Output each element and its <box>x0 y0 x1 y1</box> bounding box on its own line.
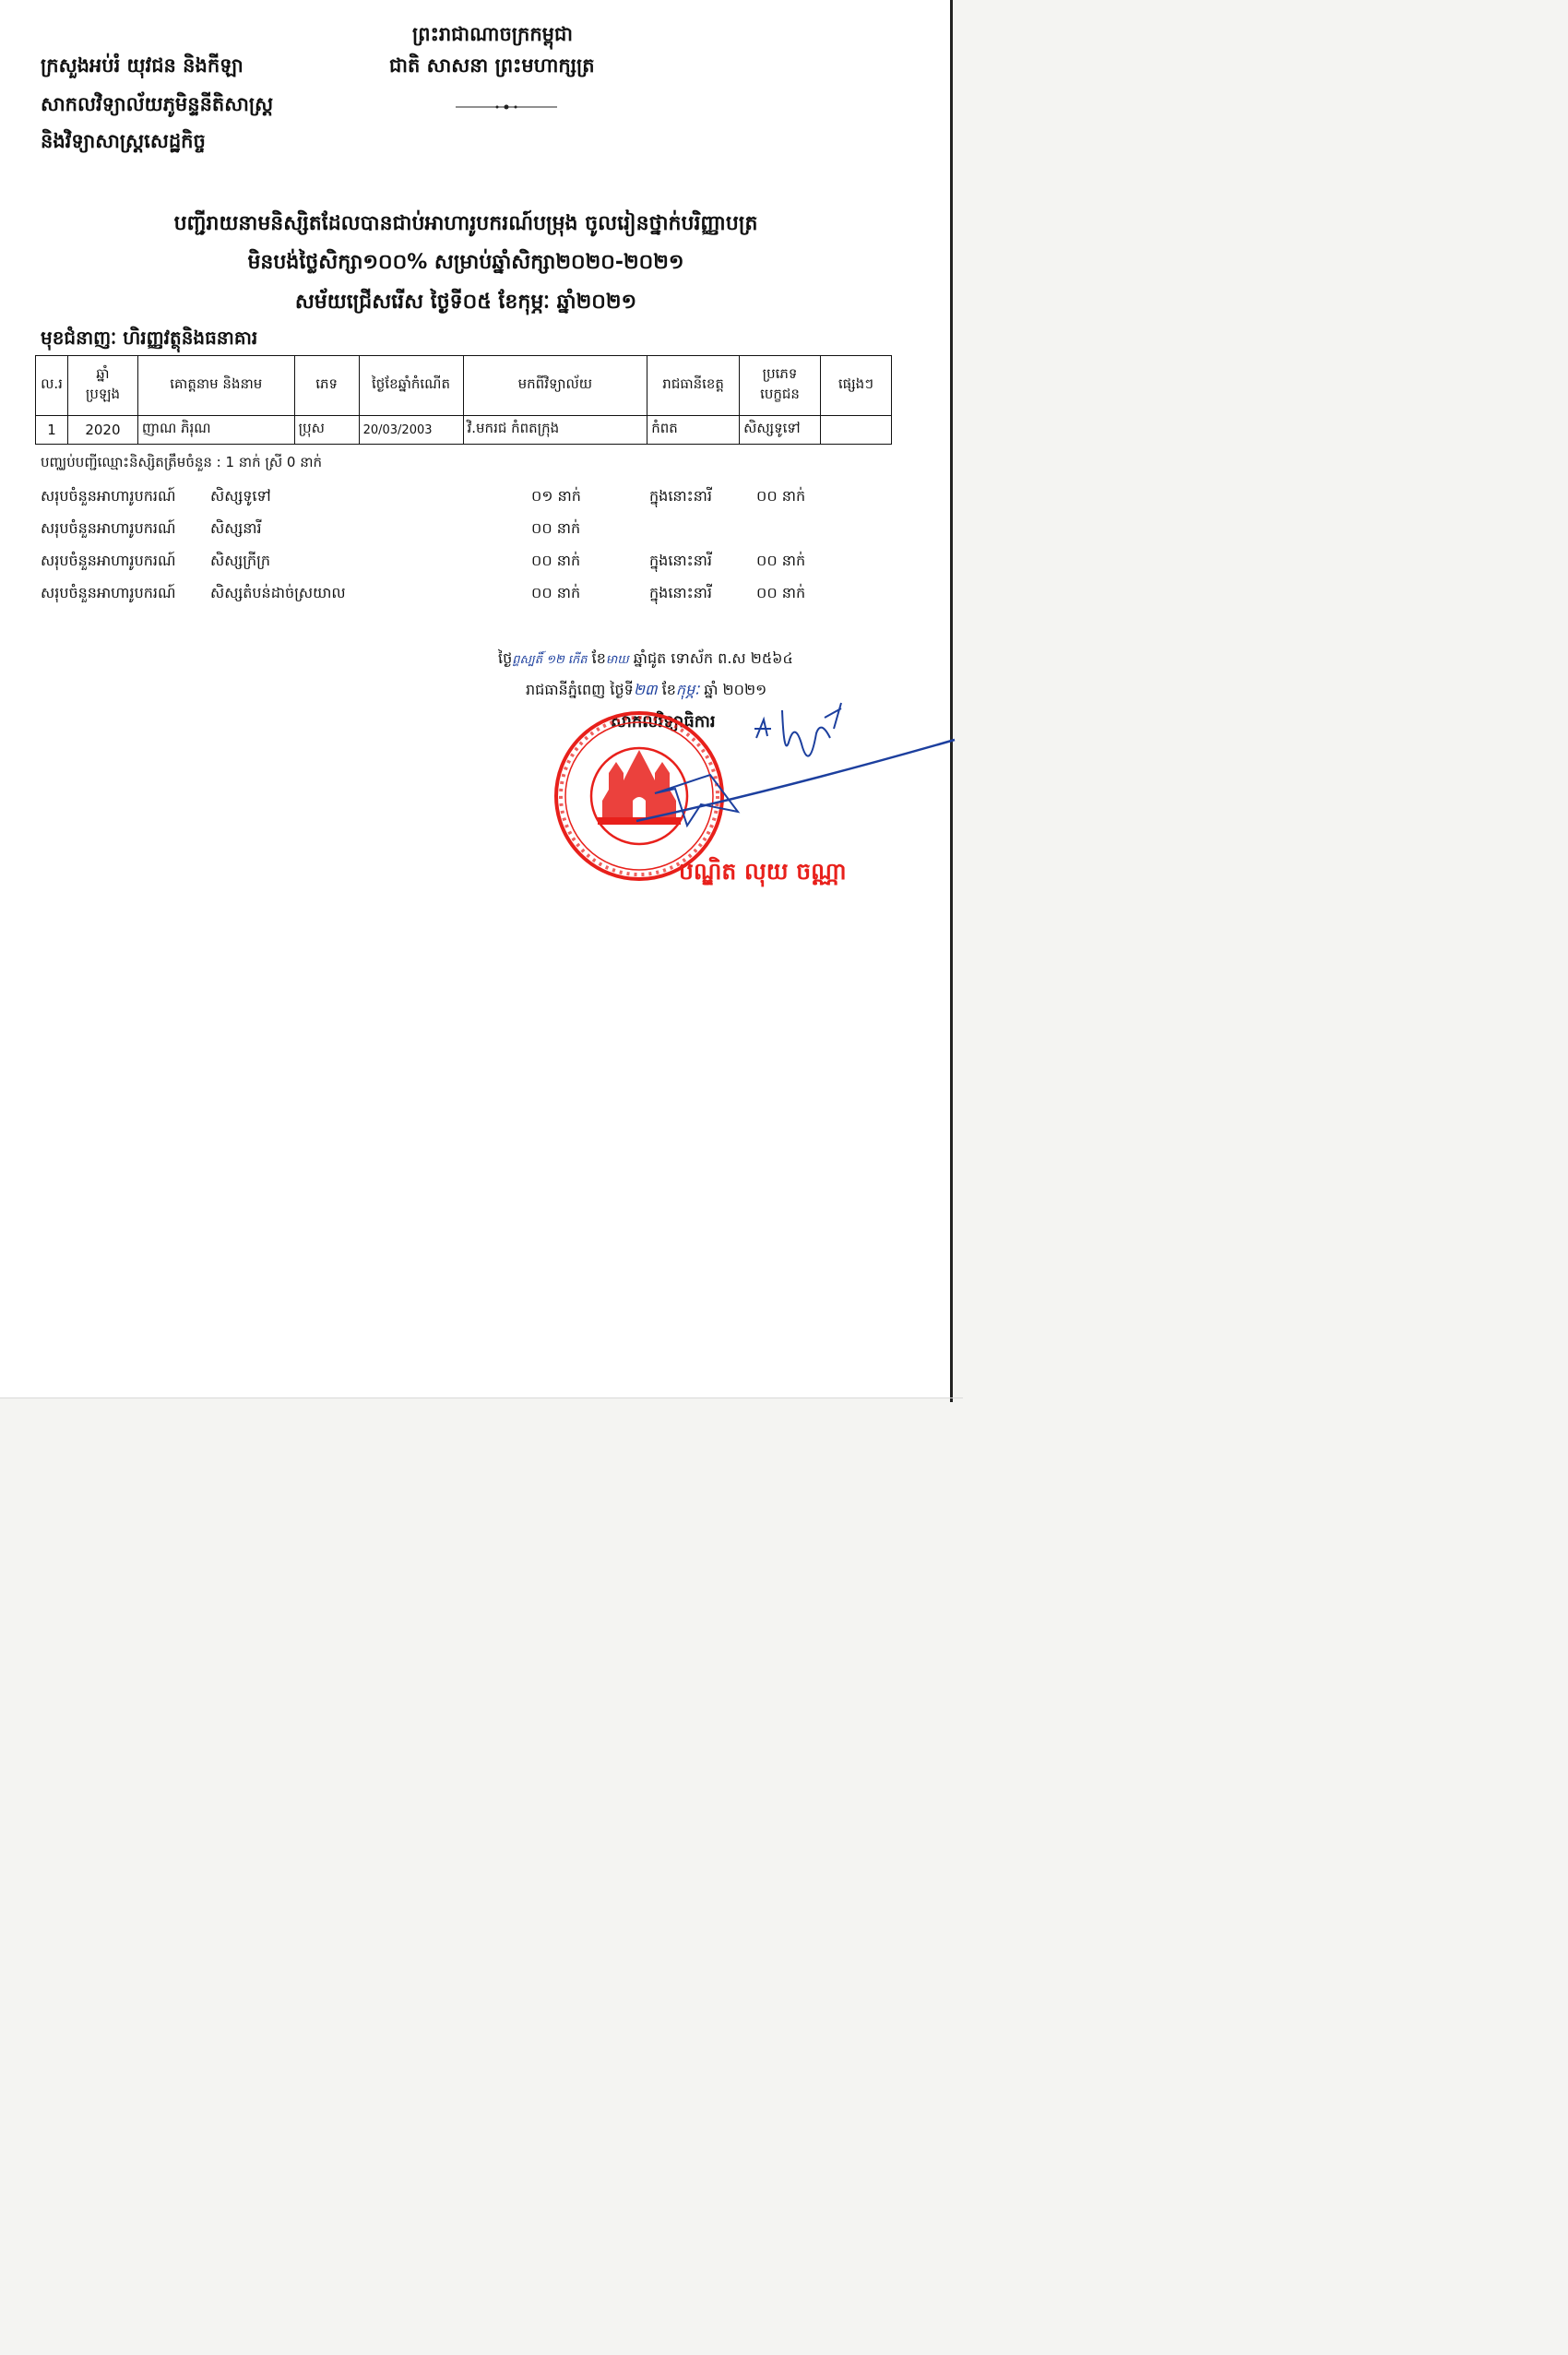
document-title-line3: សម័យជ្រើសរើស ថ្ងៃទី០៥ ខែកុម្ភៈ ឆ្នាំ២០២១ <box>294 291 637 314</box>
university-name-line2: និងវិទ្យាសាស្ត្រសេដ្ឋកិច្ច <box>41 130 206 152</box>
ornament-divider <box>456 104 557 110</box>
cell-name: ញាណ ភិរុណ <box>137 416 294 445</box>
summary-count: ០០ នាក់ <box>531 552 581 569</box>
summary-category: សិស្សតំបន់ដាច់ស្រយាល <box>210 584 346 601</box>
lunar-date-handwritten-day: ព្ហស្បតិ៍ ១២ កើត <box>512 653 588 667</box>
header-sex: ភេទ <box>294 356 359 416</box>
header-exam-year <box>67 356 137 416</box>
summary-category: សិស្សក្រីក្រ <box>210 552 271 569</box>
lunar-month-prefix: ខែ <box>591 649 606 667</box>
header-candidate-type-bottom: បេក្ខជន <box>760 386 800 402</box>
solar-date-handwritten-day: ២៣ <box>633 681 658 698</box>
solar-date-suffix: ឆ្នាំ ២០២១ <box>704 681 767 698</box>
national-motto: ជាតិ សាសនា ព្រះមហាក្សត្រ <box>389 54 595 77</box>
header-no: ល.រ <box>36 356 68 416</box>
cell-other <box>820 416 891 445</box>
summary-category: សិស្សទូទៅ <box>210 487 271 505</box>
kingdom-heading: ព្រះរាជាណាចក្រកម្ពុជា <box>412 23 574 45</box>
header-other: ផ្សេងៗ <box>820 356 891 416</box>
table-row <box>36 416 892 445</box>
summary-female-count: ០០ នាក់ <box>756 487 806 505</box>
header-school: មកពីវិទ្យាល័យ <box>463 356 647 416</box>
header-name: គោត្តនាម និងនាម <box>137 356 294 416</box>
solar-month-prefix: ខែ <box>661 681 676 698</box>
cell-dob: 20/03/2003 <box>359 416 463 445</box>
summary-label: សរុបចំនួនអាហារូបករណ៍ <box>41 487 176 505</box>
solar-date-handwritten-month: កុម្ភៈ <box>675 681 700 698</box>
scholarship-table <box>35 355 892 445</box>
header-dob: ថ្ងៃខែឆ្នាំកំណើត <box>359 356 463 416</box>
university-name-line1: សាកលវិទ្យាល័យភូមិន្ទនីតិសាស្ត្រ <box>41 93 274 115</box>
cell-school: វិ.មករជ កំពតក្រុង <box>463 416 647 445</box>
summary-female-count: ០០ នាក់ <box>756 552 806 569</box>
summary-count: ០១ នាក់ <box>531 487 581 505</box>
lunar-date-suffix: ឆ្នាំជូត ទោស័ក ព.ស ២៥៦៤ <box>633 649 793 667</box>
solar-date-prefix: រាជធានីភ្នំពេញ ថ្ងៃទី <box>526 681 634 698</box>
table-header-row <box>36 356 892 416</box>
header-province: រាជធានីខេត្ត <box>647 356 740 416</box>
header-exam-year-top: ឆ្នាំ <box>96 365 110 382</box>
signatory-name: បណ្ឌិត លុយ ចណ្ណា <box>679 858 847 885</box>
summary-female-label: ក្នុងនោះនារី <box>649 584 712 601</box>
major-label: មុខជំនាញៈ ហិរញ្ញវត្ថុនិងធនាគារ <box>41 327 258 349</box>
closing-statement: បញ្ឈប់បញ្ជីឈ្មោះនិស្សិតត្រឹមចំនួន : 1 នាក់ ស្រី 0 នាក់ <box>41 454 322 470</box>
summary-label: សរុបចំនួនអាហារូបករណ៍ <box>41 552 176 569</box>
document-title-line1: បញ្ជីរាយនាមនិស្សិតដែលបានជាប់អាហារូបករណ៍បម្រុង ចូលរៀនថ្នាក់បរិញ្ញាបត្រ <box>173 212 758 235</box>
document-title-line2: មិនបង់ថ្លៃសិក្សា១០០% សម្រាប់ឆ្នាំសិក្សា២០២០-២០២១ <box>247 251 684 274</box>
summary-category: សិស្សនារី <box>210 519 262 537</box>
signatory-title: សាកលវិទ្យាធិការ <box>611 712 716 731</box>
header-candidate-type <box>740 356 821 416</box>
summary-female-label: ក្នុងនោះនារី <box>649 552 712 569</box>
cell-sex: ប្រុស <box>294 416 359 445</box>
summary-label: សរុបចំនួនអាហារូបករណ៍ <box>41 519 176 537</box>
lunar-date-handwritten-month: មាឃ <box>605 653 629 667</box>
summary-count: ០០ នាក់ <box>531 584 581 601</box>
cell-exam-year: 2020 <box>67 416 137 445</box>
header-candidate-type-top: ប្រភេទ <box>762 365 798 382</box>
lunar-date <box>498 648 793 671</box>
lunar-date-prefix: ថ្ងៃ <box>498 649 513 667</box>
cell-no: 1 <box>36 416 68 445</box>
ministry-name: ក្រសួងអប់រំ យុវជន និងកីឡា <box>41 54 244 77</box>
summary-female-label: ក្នុងនោះនារី <box>649 487 712 505</box>
cell-candidate-type: សិស្សទូទៅ <box>740 416 821 445</box>
cell-province: កំពត <box>647 416 740 445</box>
signature-scribble <box>600 701 959 830</box>
header-exam-year-bottom: ប្រឡង <box>85 386 120 402</box>
summary-count: ០០ នាក់ <box>531 519 581 537</box>
summary-label: សរុបចំនួនអាហារូបករណ៍ <box>41 584 176 601</box>
solar-date <box>526 680 766 702</box>
summary-female-count: ០០ នាក់ <box>756 584 806 601</box>
